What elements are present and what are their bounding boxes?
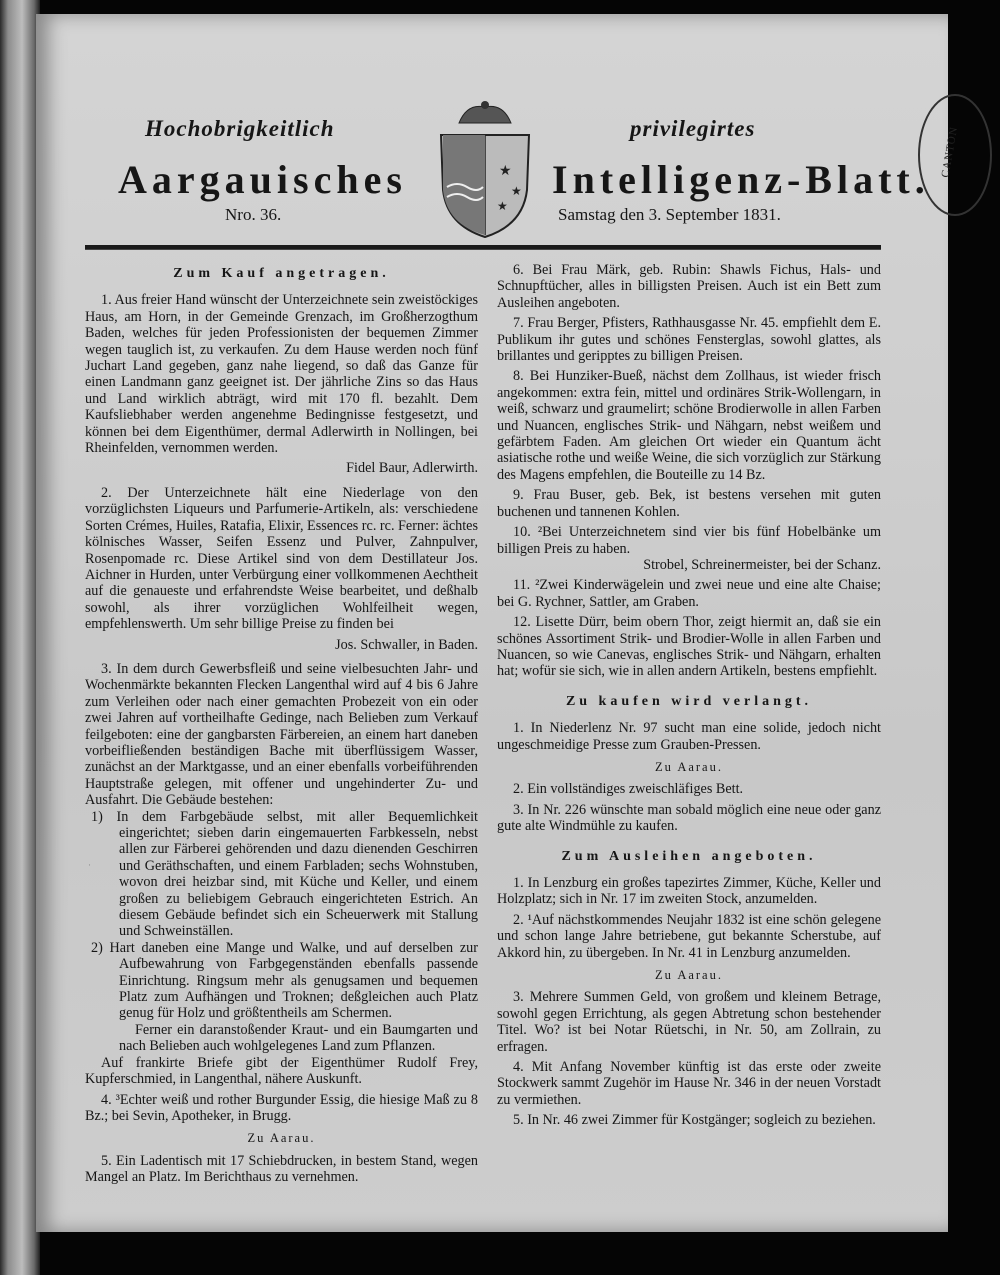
masthead-rule xyxy=(85,245,881,250)
lease-5: 5. In Nr. 46 zwei Zimmer für Kostgänger; sogleich zu beziehen. xyxy=(513,1112,876,1129)
masthead-top-left: Hochobrigkeitlich xyxy=(145,116,335,141)
ad-4: 4. ³Echter weiß und rother Burgunder Essig, die hiesige Maß zu 8 Bz.; bei Sevin, Apotheker, in Brugg. xyxy=(85,1091,478,1124)
ad-9: 9. Frau Buser, geb. Bek, ist bestens versehen mit guten buchenen und tannenen Kohlen. xyxy=(497,487,881,520)
section-heading: Zu kaufen wird verlangt. xyxy=(565,693,813,709)
svg-text:★: ★ xyxy=(511,184,522,198)
masthead-title-left: Aargauisches xyxy=(118,157,407,202)
ad-10: 10. ²Bei Unterzeichnetem sind vier bis fünf Hobelbänke um billigen Preis zu haben. xyxy=(497,524,881,557)
coat-of-arms-icon xyxy=(437,95,533,240)
wanted-1: 1. In Niederlenz Nr. 97 sucht man eine solide, jedoch nicht ungeschmeidige Presse zum Grauben-Pressen. xyxy=(497,720,881,753)
ad-2-signature: Jos. Schwaller, in Baden. xyxy=(335,636,478,653)
ad-5: 5. Ein Ladentisch mit 17 Schiebdrucken, in bestem Stand, wegen Mangel an Platz. Im Berichthaus zu vernehmen. xyxy=(85,1152,478,1186)
ad-11: 11. ²Zwei Kinderwägelein und zwei neue und eine alte Chaise; bei G. Rychner, Sattler, am Graben. xyxy=(497,577,881,610)
ad-10-signature: Strobel, Schreinermeister, bei der Schanz. xyxy=(643,556,881,573)
section-heading: Zum Kauf angetragen. xyxy=(173,266,390,281)
lease-3: 3. Mehrere Summen Geld, von großem und kleinem Betrage, sowohl gegen Errichtung, als gegen Abtretung schon bestehender Titel. Wo? ist bei Notar Rüetschi, in Nr. 50, am Zollrain, zu erfragen. xyxy=(497,989,881,1055)
svg-text:★: ★ xyxy=(497,199,508,213)
right-column xyxy=(497,262,881,1133)
ad-12: 12. Lisette Dürr, beim obern Thor, zeigt hiermit an, daß sie ein schönes Assortiment Strik- und Brodier-Wolle in allen Farben und Nuancen, so wie Canevas, englisches Strik- und Nähgarn, erhalten hat; wofür sie sich, wie in allen andern Artikeln, bestens empfiehlt. xyxy=(497,614,881,680)
lease-2: 2. ¹Auf nächstkommendes Neujahr 1832 ist eine schön gelegene und schon lange Jahre betriebene, gut bekannte Scherstube, auf Akkord hin, zu übergeben. In Nr. 41 in Lenzburg anzumelden. xyxy=(497,911,881,961)
subheading-aarau: Zu Aarau. xyxy=(247,1131,316,1146)
ad-3-more: Ferner ein daranstoßender Kraut- und ein Baumgarten und nach Belieben auch wohlgelegenes Land zum Pflanzen. xyxy=(119,1021,478,1055)
masthead-top-right: privilegirtes xyxy=(630,116,756,141)
ad-1-signature: Fidel Baur, Adlerwirth. xyxy=(346,460,478,477)
lease-4: 4. Mit Anfang November künftig ist das erste oder zweite Stockwerk sammt Zugehör im Hause Nr. 346 in der neuen Vorstadt zu vermiethen. xyxy=(497,1059,881,1108)
left-column xyxy=(85,262,478,1190)
lease-1: 1. In Lenzburg ein großes tapezirtes Zimmer, Küche, Keller und Holzplatz; sich in Nr. 17 im zweiten Stock, anzumelden. xyxy=(497,875,881,908)
ad-3-item-2: 2) Hart daneben eine Mange und Walke, und auf derselben zur Aufbewahrung von Farbgegenständen ebenfalls passende Einrichtung. Ringsum mehr als genugsamen und bequemen Platz zum Aufhängen und Troknen; deßgleichen auch Platz genug für Holz und größtentheils am Schermen. xyxy=(91,939,478,1022)
ad-2: 2. Der Unterzeichnete hält eine Niederlage von den vorzüglichsten Liqueurs und Parfumerie-Artikeln, als: verschiedene Sorten Crémes, Huiles, Ratafia, Elixir, Essences rc. rc. Ferner: ächtes kölnisches Wasser, Seifen Essenz und Pulver, Zahnpulver, Rosenpomade rc. Diese Artikel sind von dem Destillateur Jos. Aichner in Hurden, unter Verbürgung einer vollkommenen Aechtheit auf die genaueste und erfahrendste Weise bearbeitet, und deßhalb sowohl, als ihrer vorzüglichen Wohlfeilheit wegen, empfehlenswerth. Um sehr billige Preise zu finden bei xyxy=(85,484,479,633)
ad-1: 1. Aus freier Hand wünscht der Unterzeichnete sein zweistöckiges Haus, am Horn, in der Gemeinde Grenzach, im Großherzogthum Baden, welches für jeden Professionisten der bequemen Zimmer wegen tauglich ist, zu verkaufen. Zu dem Hause werden noch fünf Juchart Land gegeben, ganz nahe liegend, so daß das Ganze für einen Landmann ganz geeignet ist. Der jährliche Zins so das Haus und Land wirklich abträgt, wird mit 170 fl. bezahlt. Dem Kaufsliebhaber werden angenehme Bedingnisse festgesetzt, und können bei dem Eigenthümer, dermal Adlerwirth in Nollingen, bei Rheinfelden, vernommen werden. xyxy=(85,292,478,457)
wanted-3: 3. In Nr. 226 wünschte man sobald möglich eine neue oder ganz gute alte Windmühle zu kaufen. xyxy=(497,801,881,835)
masthead-title-right: Intelligenz-Blatt. xyxy=(552,157,930,202)
ad-3: 3. In dem durch Gewerbsfleiß und seine vielbesuchten Jahr- und Wochenmärkte bekannten Flecken Langenthal wird auf 4 bis 6 Jahre zum Verleihen oder nach einer gemachten Probezeit von ein oder zwei Jahren auf vortheilhafte Gedinge, nach Belieben zum Verkauf feilgeboten: eine der gangbarsten Färbereien, an einem hart daneben vorbeifließenden beständigen Bache mit überflüssigem Wasser, zunächst an der Marktgasse, und an einer ebenfalls vorbeiführenden Hauptstraße gelegen, mit offener und ungehinderter Zu- und Ausfahrt. Die Gebäude bestehen: xyxy=(85,660,478,809)
ad-7: 7. Frau Berger, Pfisters, Rathhausgasse Nr. 45. empfiehlt dem E. Publikum ihr gutes und schönes Fensterglas, sowohl glattes, als brillantes und geripptes zu billigen Preisen. xyxy=(497,315,881,365)
ad-6: 6. Bei Frau Märk, geb. Rubin: Shawls Fichus, Hals- und Schnupftücher, alles in billigsten Preisen. Auch ist ein Bett zum Ausleihen angeboten. xyxy=(497,262,881,311)
stamp-text: CANTON xyxy=(939,125,961,179)
ad-3-item-1: 1) In dem Farbgebäude selbst, mit aller Bequemlichkeit eingerichtet; sieben darin eingemauerten Farbkesseln, nebst allen zur Färberei gehörenden und dazu dienenden Geschirren und Geräthschaften, und einem Farbladen; sechs Wohnstuben, wovon drei heizbar sind, mit Küche und Keller, und einem großen zu beliebigem Gebrauch eingerichteten Estrich. An diesem Gebäude befindet sich ein Scheuerwerk mit Stallung und Schweinställen. xyxy=(91,808,478,940)
issue-date: Samstag den 3. September 1831. xyxy=(558,205,781,224)
book-binding xyxy=(0,0,40,1275)
ad-3-contact: Auf frankirte Briefe gibt der Eigenthümer Rudolf Frey, Kupferschmied, in Langenthal, nähere Auskunft. xyxy=(85,1054,478,1088)
subheading-aarau: Zu Aarau. xyxy=(655,759,723,774)
wanted-2: 2. Ein vollständiges zweischläfiges Bett. xyxy=(513,781,744,798)
section-heading: Zum Ausleihen angeboten. xyxy=(561,848,817,864)
svg-text:★: ★ xyxy=(499,164,512,179)
ad-8: 8. Bei Hunziker-Bueß, nächst dem Zollhaus, ist wieder frisch angekommen: extra fein, mittel und ordinäres Strik-Wollengarn, in weiß, schwarz und graumelirt; schöne Brodierwolle in allen Farben und Nuancen, englisches Strik- und Nähgarn, nebst weißem und gefärbtem Faden. Am gleichen Ort wieder ein Quantum ächt asiatische rothe und weiße Weine, die sich vorzüglich zur Stärkung des Magens empfehlen, die Bouteille zu 14 Bz. xyxy=(497,368,881,483)
subheading-aarau: Zu Aarau. xyxy=(655,968,723,983)
issue-number: Nro. 36. xyxy=(225,205,282,224)
